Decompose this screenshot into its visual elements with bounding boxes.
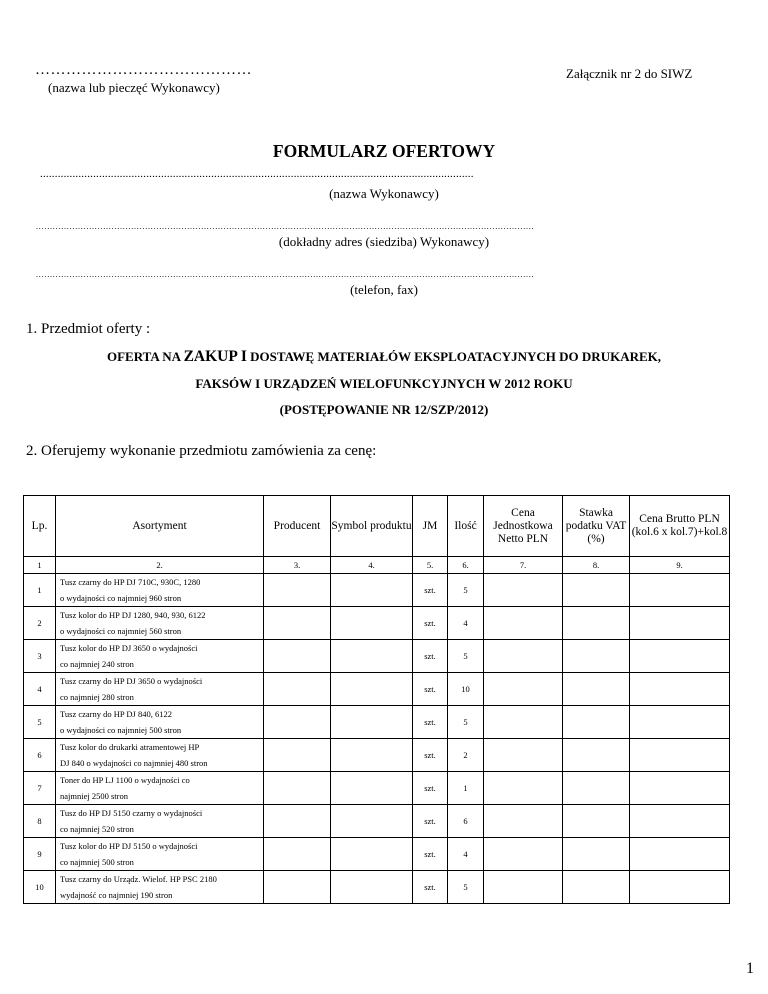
row-qty: 1 — [448, 772, 484, 805]
row-description-line-1: Tusz czarny do HP DJ 840, 6122 — [60, 709, 172, 719]
row-vat-cell[interactable] — [563, 772, 630, 805]
row-description-line-1: Tusz czarny do HP DJ 3650 o wydajności — [60, 676, 203, 686]
page-number: 1 — [746, 960, 754, 977]
row-qty: 5 — [448, 871, 484, 904]
row-lp: 8 — [24, 805, 56, 838]
header-gross-price: Cena Brutto PLN (kol.6 x kol.7)+kol.8 — [630, 496, 730, 557]
row-producer-cell[interactable] — [264, 838, 331, 871]
table-row — [24, 805, 730, 838]
row-jm: szt. — [413, 838, 448, 871]
row-symbol-cell[interactable] — [331, 871, 413, 904]
header-jm: JM — [413, 496, 448, 557]
colnum-5: 5. — [413, 557, 448, 574]
row-vat-cell[interactable] — [563, 706, 630, 739]
row-description-line-1: Tusz kolor do HP DJ 5150 o wydajności — [60, 841, 198, 851]
row-jm: szt. — [413, 574, 448, 607]
row-symbol-cell[interactable] — [331, 805, 413, 838]
form-title: FORMULARZ OFERTOWY — [272, 141, 496, 161]
row-qty: 5 — [448, 706, 484, 739]
row-jm: szt. — [413, 805, 448, 838]
row-description — [56, 706, 264, 739]
row-description-line-1: Tusz czarny do HP DJ 710C, 930C, 1280 — [60, 577, 201, 587]
row-lp: 2 — [24, 607, 56, 640]
table-row — [24, 838, 730, 871]
row-gross-price-cell[interactable] — [630, 838, 730, 871]
contractor-phone-dots: .................................................................................................................................................................................. — [36, 270, 535, 279]
row-net-price-cell[interactable] — [484, 673, 563, 706]
row-jm: szt. — [413, 739, 448, 772]
row-gross-price-cell[interactable] — [630, 640, 730, 673]
row-description — [56, 739, 264, 772]
colnum-3: 3. — [264, 557, 331, 574]
subject-line-3: (POSTĘPOWANIE NR 12/SZP/2012) — [279, 402, 489, 417]
row-lp: 5 — [24, 706, 56, 739]
row-description-line-2: co najmniej 240 stron — [60, 659, 134, 669]
row-qty: 4 — [448, 838, 484, 871]
colnum-2: 2. — [56, 557, 264, 574]
colnum-7: 7. — [484, 557, 563, 574]
header-producent: Producent — [264, 496, 331, 557]
row-description-line-2: o wydajności co najmniej 500 stron — [60, 725, 182, 735]
contractor-address-dots: .................................................................................................................................................................................. — [36, 222, 535, 231]
row-description-line-2: co najmniej 280 stron — [60, 692, 134, 702]
colnum-6: 6. — [448, 557, 484, 574]
row-description-line-2: o wydajności co najmniej 960 stron — [60, 593, 182, 603]
row-vat-cell[interactable] — [563, 805, 630, 838]
row-qty: 2 — [448, 739, 484, 772]
row-gross-price-cell[interactable] — [630, 706, 730, 739]
row-qty: 6 — [448, 805, 484, 838]
row-description — [56, 574, 264, 607]
row-net-price-cell[interactable] — [484, 805, 563, 838]
row-qty: 10 — [448, 673, 484, 706]
row-net-price-cell[interactable] — [484, 574, 563, 607]
row-qty: 5 — [448, 574, 484, 607]
row-gross-price-cell[interactable] — [630, 805, 730, 838]
contractor-seal-dots: …………………………………… — [35, 62, 252, 78]
row-description-line-2: co najmniej 520 stron — [60, 824, 134, 834]
row-gross-price-cell[interactable] — [630, 871, 730, 904]
row-description — [56, 838, 264, 871]
row-description-line-2: najmniej 2500 stron — [60, 791, 128, 801]
header-symbol: Symbol produktu — [331, 496, 413, 557]
header-ilosc: Ilość — [448, 496, 484, 557]
table-row — [24, 706, 730, 739]
row-gross-price-cell[interactable] — [630, 607, 730, 640]
row-description — [56, 640, 264, 673]
contractor-name-dots: ................................................................................................................................................... — [40, 168, 474, 180]
row-description — [56, 805, 264, 838]
row-symbol-cell[interactable] — [331, 772, 413, 805]
column-number-row — [24, 557, 730, 574]
row-gross-price-cell[interactable] — [630, 574, 730, 607]
row-gross-price-cell[interactable] — [630, 772, 730, 805]
row-producer-cell[interactable] — [264, 607, 331, 640]
row-qty: 5 — [448, 640, 484, 673]
row-producer-cell[interactable] — [264, 772, 331, 805]
row-producer-cell[interactable] — [264, 871, 331, 904]
header-net-price: Cena Jednostkowa Netto PLN — [484, 496, 563, 557]
row-description-line-2: o wydajności co najmniej 560 stron — [60, 626, 182, 636]
row-vat-cell[interactable] — [563, 574, 630, 607]
row-description-line-2: wydajność co najmniej 190 stron — [60, 890, 173, 900]
header-lp: Lp. — [24, 496, 56, 557]
row-lp: 1 — [24, 574, 56, 607]
header-vat: Stawka podatku VAT (%) — [563, 496, 630, 557]
row-producer-cell[interactable] — [264, 706, 331, 739]
contractor-seal-caption: (nazwa lub pieczęć Wykonawcy) — [48, 80, 220, 95]
row-vat-cell[interactable] — [563, 838, 630, 871]
row-symbol-cell[interactable] — [331, 838, 413, 871]
row-vat-cell[interactable] — [563, 673, 630, 706]
row-net-price-cell[interactable] — [484, 739, 563, 772]
row-description-line-2: DJ 840 o wydajności co najmniej 480 stron — [60, 758, 208, 768]
row-symbol-cell[interactable] — [331, 739, 413, 772]
row-producer-cell[interactable] — [264, 640, 331, 673]
section-2-heading: 2. Oferujemy wykonanie przedmiotu zamówienia za cenę: — [26, 443, 377, 459]
row-jm: szt. — [413, 640, 448, 673]
row-producer-cell[interactable] — [264, 805, 331, 838]
table-row — [24, 640, 730, 673]
row-jm: szt. — [413, 772, 448, 805]
contractor-name-caption: (nazwa Wykonawcy) — [329, 186, 439, 201]
row-description — [56, 673, 264, 706]
row-lp: 6 — [24, 739, 56, 772]
header-asortyment: Asortyment — [56, 496, 264, 557]
row-gross-price-cell[interactable] — [630, 673, 730, 706]
row-jm: szt. — [413, 607, 448, 640]
row-jm: szt. — [413, 706, 448, 739]
row-net-price-cell[interactable] — [484, 607, 563, 640]
row-description-line-1: Tusz kolor do HP DJ 1280, 940, 930, 6122 — [60, 610, 206, 620]
row-description-line-1: Tusz do HP DJ 5150 czarny o wydajności — [60, 808, 203, 818]
table-row — [24, 739, 730, 772]
row-vat-cell[interactable] — [563, 607, 630, 640]
row-vat-cell[interactable] — [563, 640, 630, 673]
row-lp: 7 — [24, 772, 56, 805]
row-vat-cell[interactable] — [563, 871, 630, 904]
row-vat-cell[interactable] — [563, 739, 630, 772]
table-row — [24, 673, 730, 706]
row-description-line-1: Tusz czarny do Urządz. Wielof. HP PSC 2180 — [60, 874, 217, 884]
table-row — [24, 574, 730, 607]
table-header-row — [24, 496, 730, 557]
row-symbol-cell[interactable] — [331, 673, 413, 706]
row-description-line-1: Tusz kolor do drukarki atramentowej HP — [60, 742, 200, 752]
colnum-4: 4. — [331, 557, 413, 574]
row-producer-cell[interactable] — [264, 673, 331, 706]
row-description — [56, 871, 264, 904]
row-net-price-cell[interactable] — [484, 871, 563, 904]
colnum-8: 8. — [563, 557, 630, 574]
row-symbol-cell[interactable] — [331, 574, 413, 607]
row-description-line-1: Tusz kolor do HP DJ 3650 o wydajności — [60, 643, 198, 653]
row-description-line-2: co najmniej 500 stron — [60, 857, 134, 867]
row-symbol-cell[interactable] — [331, 640, 413, 673]
contractor-phone-caption: (telefon, fax) — [350, 282, 418, 297]
table-row — [24, 871, 730, 904]
offer-table — [23, 495, 730, 904]
row-net-price-cell[interactable] — [484, 640, 563, 673]
subject-line-2: FAKSÓW I URZĄDZEŃ WIELOFUNKCYJNYCH W 2012 ROKU — [195, 376, 573, 391]
row-symbol-cell[interactable] — [331, 607, 413, 640]
contractor-address-caption: (dokładny adres (siedziba) Wykonawcy) — [278, 234, 490, 249]
row-description — [56, 607, 264, 640]
annex-label: Załącznik nr 2 do SIWZ — [566, 66, 693, 81]
row-description — [56, 772, 264, 805]
row-symbol-cell[interactable] — [331, 706, 413, 739]
row-net-price-cell[interactable] — [484, 838, 563, 871]
subject-line-1: OFERTA NA ZAKUP I DOSTAWĘ MATERIAŁÓW EKSPLOATACYJNYCH DO DRUKAREK, — [106, 348, 662, 365]
row-jm: szt. — [413, 871, 448, 904]
row-gross-price-cell[interactable] — [630, 739, 730, 772]
row-lp: 10 — [24, 871, 56, 904]
row-lp: 3 — [24, 640, 56, 673]
row-lp: 4 — [24, 673, 56, 706]
row-net-price-cell[interactable] — [484, 772, 563, 805]
colnum-1: 1 — [24, 557, 56, 574]
table-row — [24, 772, 730, 805]
row-lp: 9 — [24, 838, 56, 871]
colnum-9: 9. — [630, 557, 730, 574]
row-producer-cell[interactable] — [264, 574, 331, 607]
table-row — [24, 607, 730, 640]
section-1-heading: 1. Przedmiot oferty : — [26, 321, 151, 337]
row-jm: szt. — [413, 673, 448, 706]
row-qty: 4 — [448, 607, 484, 640]
row-producer-cell[interactable] — [264, 739, 331, 772]
row-net-price-cell[interactable] — [484, 706, 563, 739]
row-description-line-1: Toner do HP LJ 1100 o wydajności co — [60, 775, 190, 785]
